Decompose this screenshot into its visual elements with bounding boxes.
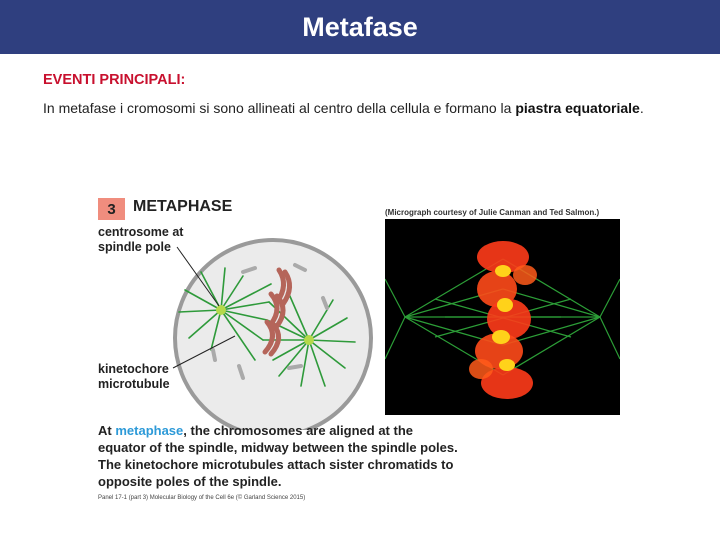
step-number-badge: 3 <box>98 198 125 220</box>
kinetochore-label-line-1: kinetochore <box>98 362 169 376</box>
title-bar <box>0 0 720 54</box>
body-text-bold: piastra equatoriale <box>515 100 640 116</box>
fluorescence-micrograph <box>385 219 620 415</box>
figure-caption <box>98 422 458 490</box>
micrograph-credit: (Micrograph courtesy of Julie Canman and Ted Salmon.) <box>385 208 600 217</box>
body-text-end: . <box>639 100 644 116</box>
micrograph-image <box>385 219 620 415</box>
caption-start: At <box>98 423 116 438</box>
centrosome-left <box>216 305 226 315</box>
micrograph-chromosomes <box>469 241 537 399</box>
panel-reference: Panel 17-1 (part 3) Molecular Biology of the Cell 6e (© Garland Science 2015) <box>98 495 306 501</box>
step-title: METAPHASE <box>133 198 233 215</box>
caption-highlight: metaphase <box>115 423 184 438</box>
body-text-start: In metafase i cromosomi si sono allineati al centro della cellula e formano la <box>43 100 516 116</box>
section-heading: EVENTI PRINCIPALI: <box>43 72 186 88</box>
cell-illustration <box>173 240 371 430</box>
slide-title: Metafase <box>302 11 418 42</box>
metaphase-figure <box>93 190 633 510</box>
centrosome-label-line-1: centrosome at <box>98 225 184 239</box>
centrosome-right <box>304 335 314 345</box>
centrosome-label-line-2: spindle pole <box>98 240 171 254</box>
kinetochore-label-line-2: microtubule <box>98 377 170 391</box>
body-paragraph <box>43 100 644 116</box>
caption-rest: , the chromosomes are aligned at the equator of the spindle, midway between the spindle poles. The kinetochore microtubules attach sister chromatids to opposite poles of the spindle. <box>98 423 458 489</box>
